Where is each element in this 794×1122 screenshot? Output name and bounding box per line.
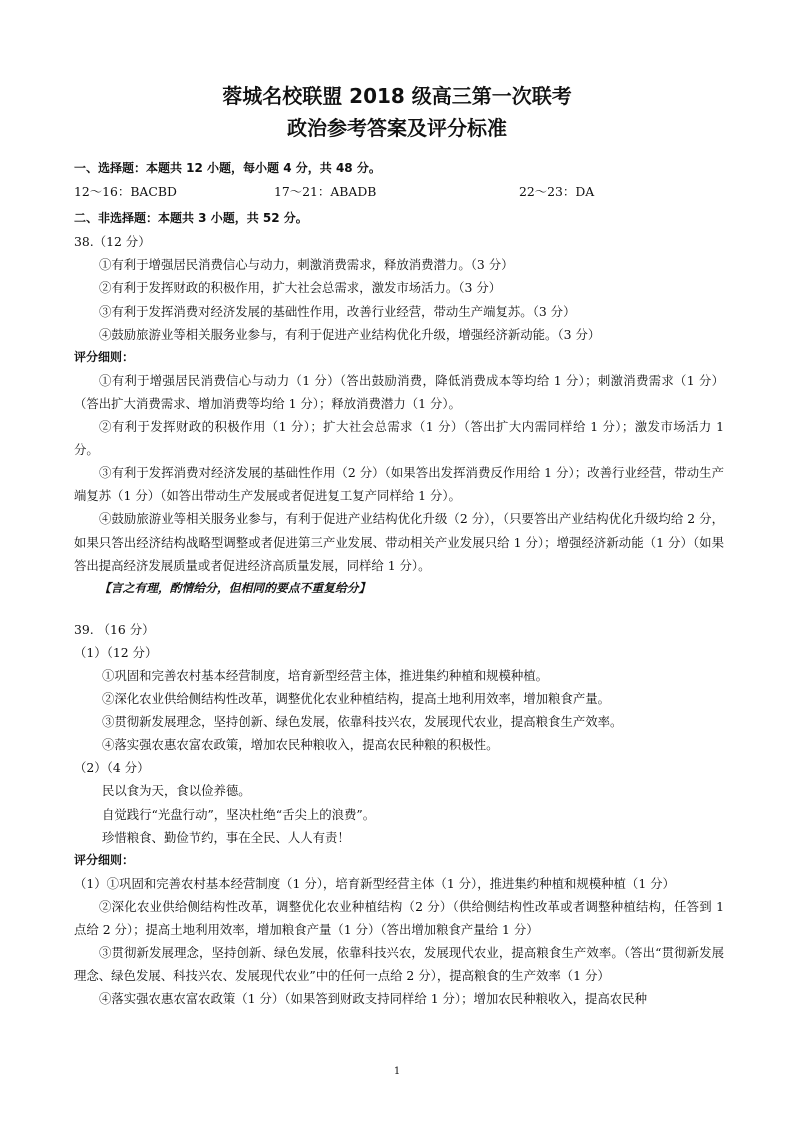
mc-answers	[74, 180, 724, 203]
mc-answer-group-3: 22～23：DA	[519, 184, 595, 200]
q39-label: 39. （16 分）	[74, 621, 155, 637]
q39-rubric-item: （1）①巩固和完善农村基本经营制度（1 分），培育新型经营主体（1 分），推进集约种植和规模种植（1 分）	[74, 875, 675, 891]
mc-heading: 一、选择题：本题共 12 小题，每小题 4 分，共 48 分。	[74, 161, 381, 175]
mc-answer-group-1: 12～16：BACBD	[74, 184, 177, 200]
section-heading: 二、非选择题：本题共 3 小题，共 52 分。	[74, 211, 308, 226]
q39-part2-point: 珍惜粮食、勤俭节约，事在全民、人人有责！	[102, 829, 350, 845]
q38-rubric-item: ③有利于发挥消费对经济发展的基础性作用（2 分）（如果答出发挥消费反作用给 1 分）；改善行业经营，带动生产端复苏（1 分）（如答出带动生产发展或者促进复工复产同样给 1 分）。	[74, 465, 724, 504]
q39-rubric-item: ②深化农业供给侧结构性改革，调整优化农业种植结构（2 分）（供给侧结构性改革或者调整种植结构，任答到 1 点给 2 分）；提高土地利用效率，增加粮食产量（1 分）（答出增加粮食产量给 1 分）	[74, 898, 724, 937]
q38-point: ②有利于发挥财政的积极作用，扩大社会总需求，激发市场活力。（3 分）	[99, 280, 502, 296]
q39-rubric-item: ④落实强农惠农富农政策（1 分）（如果答到财政支持同样给 1 分）；增加农民种粮收入，提高农民种	[99, 991, 647, 1007]
exam-subtitle: 政治参考答案及评分标准	[287, 116, 507, 140]
q38-point: ④鼓励旅游业等相关服务业参与，有利于促进产业结构优化升级，增强经济新动能。（3 分）	[99, 326, 601, 342]
q38-rubric-item: ④鼓励旅游业等相关服务业参与，有利于促进产业结构优化升级（2 分），（只要答出产业结构优化升级均给 2 分，如果只答出经济结构战略型调整或者促进第三产业发展、带动相关产业发展只给 1 分）；增强经济新动能（1 分）（如果答出提高经济发展质量或者促进经济高质量发展，同样给 1 分）。	[74, 511, 724, 573]
q39-part2-point: 自觉践行“光盘行动”，坚决杜绝“舌尖上的浪费”。	[102, 806, 376, 822]
q38-rubric-heading: 评分细则：	[74, 349, 135, 364]
q39-rubric-item: ③贯彻新发展理念，坚持创新、绿色发展，依靠科技兴农，发展现代农业，提高粮食生产效率。（答出“贯彻新发展理念、绿色发展、科技兴农、发展现代农业”中的任何一点给 2 分），提高粮食的生产效率（1 分）	[74, 945, 724, 984]
exam-title: 蓉城名校联盟 2018 级高三第一次联考	[222, 84, 572, 108]
spacer	[74, 600, 724, 618]
q39-part1-point: ②深化农业供给侧结构性改革，调整优化农业种植结构，提高土地利用效率，增加粮食产量。	[102, 691, 611, 707]
q39-part1-point: ④落实强农惠农富农政策，增加农民种粮收入，提高农民种粮的积极性。	[102, 737, 499, 753]
q38-rubric-item: ②有利于发挥财政的积极作用（1 分）；扩大社会总需求（1 分）（答出扩大内需同样给 1 分）；激发市场活力 1 分。	[74, 419, 724, 458]
scoring-note: 【言之有理，酌情给分，但相同的要点不重复给分】	[99, 580, 371, 595]
q38-rubric-item: ①有利于增强居民消费信心与动力（1 分）（答出鼓励消费，降低消费成本等均给 1 分）；刺激消费需求（1 分）（答出扩大消费需求、增加消费等均给 1 分）；释放消费潜力（1 分）。	[74, 372, 724, 411]
q39-part1-label: （1）（12 分）	[74, 644, 158, 660]
mc-answer-group-2: 17～21：ABADB	[274, 184, 377, 200]
page-number: 1	[393, 1066, 401, 1077]
q39-part1-point: ①巩固和完善农村基本经营制度，培育新型经营主体，推进集约种植和规模种植。	[102, 667, 549, 683]
q39-rubric-heading: 评分细则：	[74, 852, 135, 867]
q39-part2-point: 民以食为天，食以俭养德。	[102, 783, 251, 799]
answer-content	[74, 157, 724, 1010]
q39-part2-label: （2）（4 分）	[74, 760, 150, 776]
q39-part1-point: ③贯彻新发展理念，坚持创新、绿色发展，依靠科技兴农，发展现代农业，提高粮食生产效率。	[102, 714, 623, 730]
q38-label: 38.（12 分）	[74, 234, 151, 250]
q38-point: ①有利于增强居民消费信心与动力，刺激消费需求，释放消费潜力。（3 分）	[99, 257, 514, 273]
q38-point: ③有利于发挥消费对经济发展的基础性作用，改善行业经营，带动生产端复苏。（3 分）	[99, 303, 576, 319]
